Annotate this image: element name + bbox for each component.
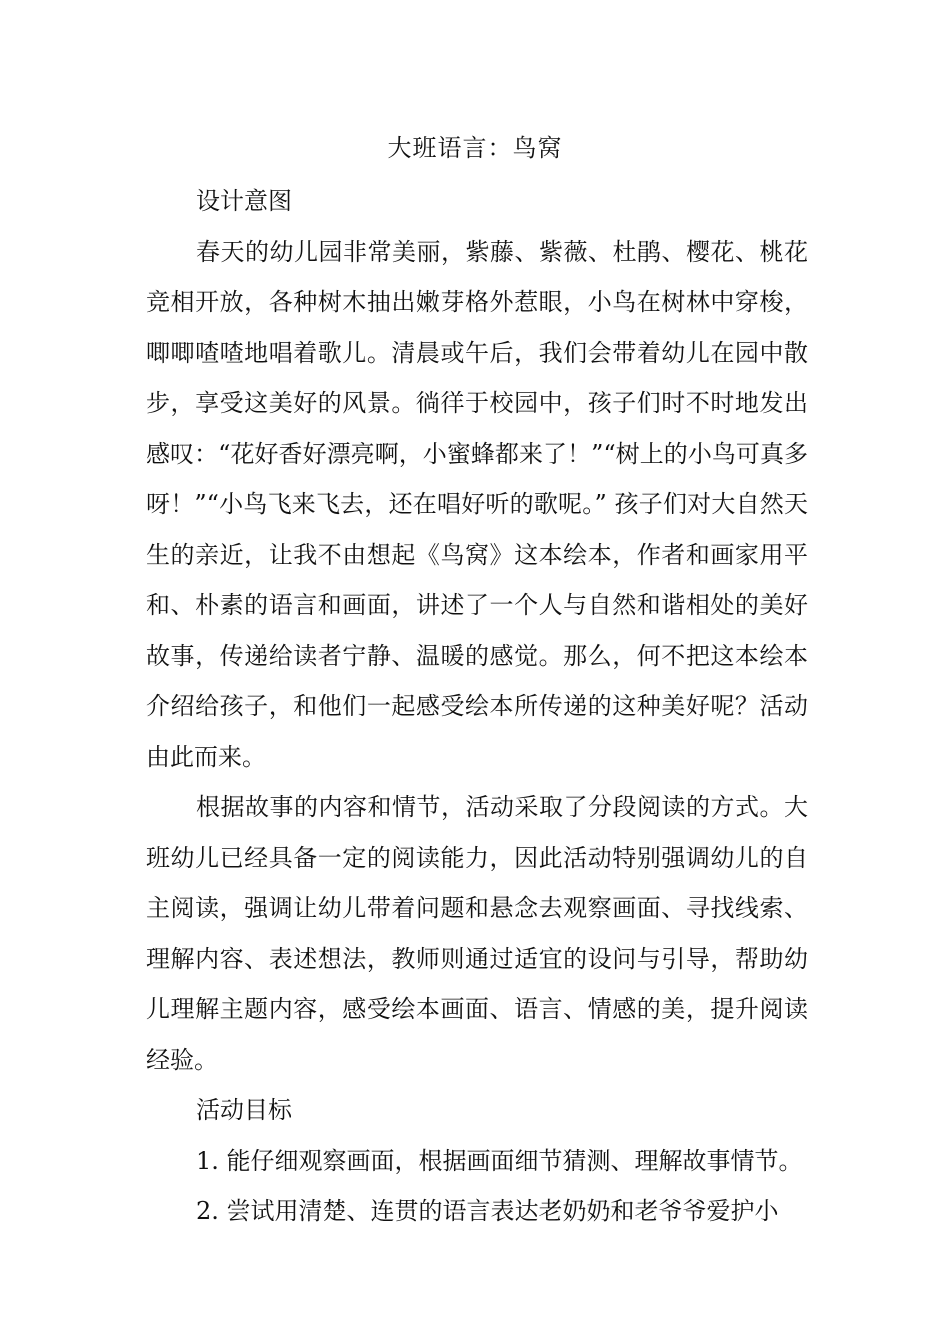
paragraph-design-intent-1: 春天的幼儿园非常美丽，紫藤、紫薇、杜鹃、樱花、桃花竞相开放，各种树木抽出嫩芽格外惹眼，小鸟在树林中穿梭，唧唧喳喳地唱着歌儿。清晨或午后，我们会带着幼儿在园中散步，享受这美好的风景。徜徉于校园中，孩子们时不时地发出感叹：“花好香好漂亮啊，小蜜蜂都来了！”“树上的小鸟可真多呀！”“小鸟飞来飞去，还在唱好听的歌呢。” 孩子们对大自然天生的亲近，让我不由想起《鸟窝》这本绘本，作者和画家用平和、朴素的语言和画面，讲述了一个人与自然和谐相处的美好故事，传递给读者宁静、温暖的感觉。那么，何不把这本绘本介绍给孩子，和他们一起感受绘本所传递的这种美好呢？活动由此而来。: [146, 237, 808, 771]
document-title: 大班语言：鸟窝: [387, 134, 563, 162]
document-body: [146, 176, 808, 1237]
paragraph-design-intent-2: 根据故事的内容和情节，活动采取了分段阅读的方式。大班幼儿已经具备一定的阅读能力，因此活动特别强调幼儿的自主阅读，强调让幼儿带着问题和悬念去观察画面、寻找线索、理解内容、表述想法，教师则通过适宜的设问与引导，帮助幼儿理解主题内容，感受绘本画面、语言、情感的美，提升阅读经验。: [146, 793, 808, 1074]
goal-item-1: 1. 能仔细观察画面，根据画面细节猜测、理解故事情节。: [196, 1146, 803, 1175]
section-heading-design-intent: 设计意图: [196, 187, 292, 215]
section-heading-goals: 活动目标: [196, 1096, 292, 1124]
goal-item-2: 2. 尝试用清楚、连贯的语言表达老奶奶和老爷爷爱护小: [196, 1197, 779, 1225]
